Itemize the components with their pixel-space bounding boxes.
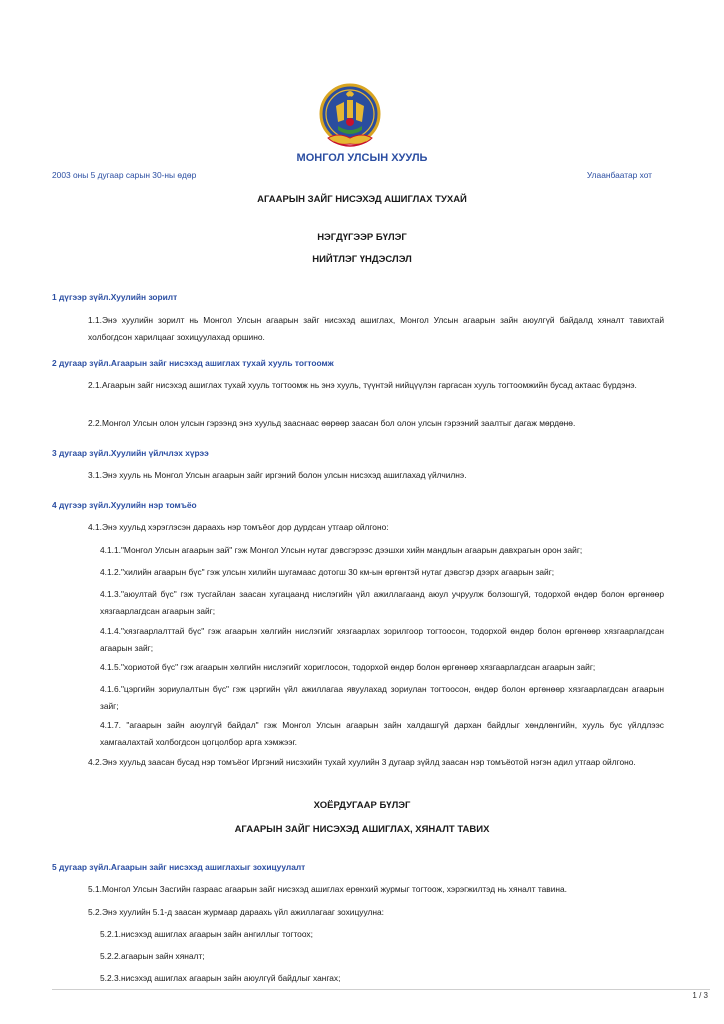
- subparagraph-4-1-3: 4.1.3."аюултай бүс" гэж тусгайлан заасан хугацаанд нислэгийн үйл ажиллагаанд аюул учруулж болзошгүй, тодорхой өндөр болон өргөнөөр хязгаарлагдсан агаарын зайг;: [100, 589, 664, 616]
- page-number: 1 / 3: [692, 991, 708, 1000]
- paragraph-5-2: 5.2.Энэ хуулийн 5.1-д заасан журмаар дараахь үйл ажиллагааг зохицуулна:: [88, 907, 384, 917]
- subparagraph-4-1-5: 4.1.5."хориотой бүс" гэж агаарын хөлгийн нислэгийг хориглосон, тодорхой өндөр болон өргөнөөр хязгаарлагдсан агаарын зайг;: [100, 662, 596, 672]
- chapter-2-name: АГААРЫН ЗАЙГ НИСЭХЭД АШИГЛАХ, ХЯНАЛТ ТАВИХ: [234, 824, 490, 835]
- subparagraph-4-1-4: 4.1.4."хязгаарлалттай бүс" гэж агаарын хөлгийн нислэгийг хязгаарлах зорилгоор тогтоосон, тодорхой өндөр болон өргөнөөр хязгаарлагдсан агаарын зайг;: [100, 626, 664, 653]
- paragraph-2-1: 2.1.Агаарын зайг нисэхэд ашиглах тухай хууль тогтоомж нь энэ хууль, түүнтэй нийцүүлэн гаргасан хууль тогтоомжийн бусад актаас бүрдэнэ.: [88, 380, 637, 390]
- subparagraph-4-1-7: 4.1.7. "агаарын зайн аюулгүй байдал" гэж Монгол Улсын агаарын зайн халдашгүй дархан байдлыг хөндлөнгийн, хууль бус үйлдлээс хамгаалахтай холбогдсон цогцолбор арга хэмжээг.: [100, 720, 664, 747]
- paragraph-5-1: 5.1.Монгол Улсын Засгийн газраас агаарын зайг нисэхэд ашиглах ерөнхий журмыг тогтоож, хэрэгжилтэд нь хяналт тавина.: [88, 884, 567, 894]
- paragraph-4-1: 4.1.Энэ хуульд хэрэглэсэн дараахь нэр томъёог дор дурдсан утгаар ойлгоно:: [88, 522, 389, 532]
- law-title: АГААРЫН ЗАЙГ НИСЭХЭД АШИГЛАХ ТУХАЙ: [257, 194, 467, 205]
- article-5-heading: 5 дугаар зүйл.Агаарын зайг нисэхэд ашиглахыг зохицуулалт: [52, 862, 306, 872]
- state-emblem: [318, 80, 382, 152]
- article-1-heading: 1 дүгээр зүйл.Хуулийн зорилт: [52, 292, 178, 302]
- paragraph-4-2: 4.2.Энэ хуульд заасан бусад нэр томъёог Иргэний нисэхийн тухай хуулийн 3 дугаар зүйлд заасан нэр томъёотой нэгэн адил утгаар ойлгоно.: [88, 757, 636, 767]
- chapter-2-number: ХОЁРДУГААР БҮЛЭГ: [313, 800, 411, 811]
- subparagraph-4-1-2: 4.1.2."хилийн агаарын бүс" гэж улсын хилийн шугамаас дотогш 30 км-ын өргөнтэй нутаг дэвсгэр дээрх агаарын зайг;: [100, 567, 555, 577]
- subparagraph-4-1-6: 4.1.6."цэргийн зориулалтын бүс" гэж цэргийн үйл ажиллагаа явуулахад зориулан тогтоосон, өндөр болон өргөнөөр хязгаарлагдсан агаарын зайг;: [100, 684, 664, 711]
- chapter-1-name: НИЙТЛЭГ ҮНДЭСЛЭЛ: [312, 254, 412, 265]
- chapter-1-number: НЭГДҮГЭЭР БҮЛЭГ: [317, 232, 407, 243]
- subparagraph-5-2-1: 5.2.1.нисэхэд ашиглах агаарын зайн ангиллыг тогтоох;: [100, 929, 313, 939]
- adoption-date: 2003 оны 5 дугаар сарын 30-ны өдөр: [52, 170, 197, 180]
- paragraph-1-1: 1.1.Энэ хуулийн зорилт нь Монгол Улсын агаарын зайг нисэхэд ашиглах, Монгол Улсын агаарын зайн аюулгүй байдалд хяналт тавихтай холбогдсон харилцааг зохицуулахад оршино.: [88, 315, 664, 342]
- subparagraph-5-2-3: 5.2.3.нисэхэд ашиглах агаарын зайн аюулгүй байдлыг хангах;: [100, 973, 341, 983]
- article-2-heading: 2 дугаар зүйл.Агаарын зайг нисэхэд ашиглах тухай хууль тогтоомж: [52, 358, 334, 368]
- subparagraph-5-2-2: 5.2.2.агаарын зайн хяналт;: [100, 951, 205, 961]
- article-4-heading: 4 дүгээр зүйл.Хуулийн нэр томъёо: [52, 500, 197, 510]
- article-3-heading: 3 дугаар зүйл.Хуулийн үйлчлэх хүрээ: [52, 448, 209, 458]
- adoption-place: Улаанбаатар хот: [586, 170, 652, 180]
- paragraph-2-2: 2.2.Монгол Улсын олон улсын гэрээнд энэ хуульд зааснаас өөрөөр заасан бол олон улсын гэрээний заалтыг дагаж мөрдөнө.: [88, 418, 576, 428]
- subparagraph-4-1-1: 4.1.1."Монгол Улсын агаарын зай" гэж Монгол Улсын нутаг дэвсгэрээс дээшхи хийн мандлын агаарын давхрагын орон зайг;: [100, 545, 583, 555]
- footer-divider: [52, 989, 710, 990]
- law-name: МОНГОЛ УЛСЫН ХУУЛЬ: [296, 152, 428, 164]
- paragraph-3-1: 3.1.Энэ хууль нь Монгол Улсын агаарын зайг иргэний болон улсын нисэхэд ашиглахад үйлчилнэ.: [88, 470, 467, 480]
